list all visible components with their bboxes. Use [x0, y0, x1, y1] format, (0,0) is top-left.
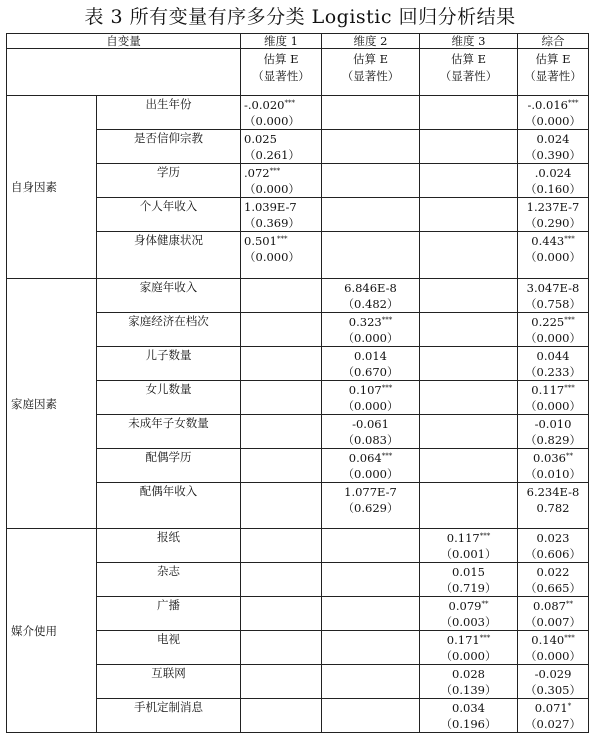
estimate-value: .0.024	[534, 166, 572, 180]
table-title: 表 3 所有变量有序多分类 Logistic 回归分析结果	[84, 6, 516, 28]
value-cell	[241, 96, 322, 130]
estimate-line	[420, 598, 517, 614]
variable-name: 电视	[97, 631, 241, 665]
value-cell	[420, 96, 518, 130]
value-cell	[420, 313, 518, 347]
variable-name: 广播	[97, 597, 241, 631]
variable-name: 报纸	[97, 529, 241, 563]
variable-name: 出生年份	[97, 96, 241, 130]
estimate-value: 6.234E-8	[526, 485, 580, 499]
value-cell	[322, 381, 420, 415]
estimate-value: 0.117	[531, 383, 565, 397]
value-cell	[241, 563, 322, 597]
variable-name: 是否信仰宗教	[97, 130, 241, 164]
value-cell	[322, 563, 420, 597]
value-cell	[518, 415, 589, 449]
estimate-line	[518, 416, 588, 432]
table-row	[7, 279, 589, 313]
p-value: （0.606）	[525, 547, 581, 561]
value-cell	[420, 483, 518, 529]
estimate-value: 0.323	[348, 315, 382, 329]
subheader-dim-3	[420, 49, 518, 96]
significance-stars: ***	[276, 235, 288, 243]
estimate-line	[244, 199, 321, 215]
estimate-value: 0.501	[244, 234, 277, 248]
p-value: （0.482）	[342, 297, 399, 311]
significance-stars: *	[567, 702, 572, 710]
value-cell	[420, 164, 518, 198]
variable-name: 家庭经济在档次	[97, 313, 241, 347]
value-cell	[241, 415, 322, 449]
p-value: （0.758）	[525, 297, 581, 311]
p-value: （0.369）	[244, 216, 300, 230]
estimate-value: 0.140	[531, 633, 565, 647]
estimate-value: 0.171	[446, 633, 480, 647]
value-cell	[322, 699, 420, 733]
header-variable: 自变量	[7, 34, 241, 49]
estimate-value: 0.117	[446, 531, 480, 545]
value-cell	[518, 164, 589, 198]
estimate-value: 1.237E-7	[526, 200, 580, 214]
estimate-line	[244, 97, 321, 113]
subheader-overall	[518, 49, 589, 96]
subheader-empty	[7, 49, 241, 96]
value-cell	[518, 313, 589, 347]
variable-name: 身体健康状况	[97, 232, 241, 279]
estimate-value: 0.087	[533, 599, 566, 613]
p-value: （0.000）	[525, 250, 581, 264]
p-value: （0.010）	[525, 467, 581, 481]
estimate-value: 0.034	[452, 701, 485, 715]
estimate-line	[518, 131, 588, 147]
value-cell	[322, 313, 420, 347]
value-cell	[322, 449, 420, 483]
value-cell	[420, 130, 518, 164]
estimate-line	[420, 666, 517, 682]
group-label: 家庭因素	[7, 279, 97, 529]
variable-name: 儿子数量	[97, 347, 241, 381]
estimate-value: 6.846E-8	[344, 281, 397, 295]
value-cell	[420, 198, 518, 232]
p-value: （0.083）	[342, 433, 399, 447]
p-value: （0.000）	[244, 250, 300, 264]
p-value: 0.782	[536, 501, 570, 515]
header-dim-1: 维度 1	[241, 34, 322, 49]
significance-stars: ***	[479, 634, 491, 642]
value-cell	[420, 529, 518, 563]
header-overall: 综合	[518, 34, 589, 49]
variable-name: 未成年子女数量	[97, 415, 241, 449]
estimate-value: 0.036	[533, 451, 566, 465]
significance-stars: ***	[564, 634, 575, 642]
significance-stars: ***	[381, 316, 393, 324]
significance-stars: ***	[381, 384, 393, 392]
estimate-value: 0.015	[452, 565, 485, 579]
p-value: （0.000）	[440, 649, 497, 663]
subheader-dim-2	[322, 49, 420, 96]
group-label: 自身因素	[7, 96, 97, 279]
estimate-line	[420, 700, 517, 716]
estimate-value: .072	[244, 166, 270, 180]
value-cell	[241, 232, 322, 279]
value-cell	[241, 198, 322, 232]
estimate-line	[518, 450, 588, 466]
value-cell	[420, 347, 518, 381]
value-cell	[518, 198, 589, 232]
p-value: （0.665）	[525, 581, 581, 595]
value-cell	[420, 415, 518, 449]
value-cell	[420, 381, 518, 415]
estimate-line	[518, 484, 588, 500]
estimate-line	[518, 165, 588, 181]
estimate-label: 估算 E	[263, 52, 299, 66]
p-value: （0.233）	[525, 365, 581, 379]
header-dim-3: 维度 3	[420, 34, 518, 49]
value-cell	[518, 381, 589, 415]
value-cell	[518, 563, 589, 597]
significance-stars: **	[565, 600, 573, 608]
value-cell	[322, 347, 420, 381]
value-cell	[518, 483, 589, 529]
estimate-value: -0.061	[352, 417, 389, 431]
estimate-value: 0.079	[448, 599, 482, 613]
estimate-line	[518, 233, 588, 249]
value-cell	[518, 232, 589, 279]
value-cell	[518, 130, 589, 164]
estimate-value: -0.010	[534, 417, 572, 431]
estimate-line	[518, 632, 588, 648]
value-cell	[420, 631, 518, 665]
subheader-row	[7, 49, 589, 96]
estimate-line	[518, 564, 588, 580]
estimate-line	[322, 450, 419, 466]
estimate-line	[518, 598, 588, 614]
estimate-value: 0.107	[348, 383, 382, 397]
value-cell	[518, 631, 589, 665]
value-cell	[322, 130, 420, 164]
value-cell	[241, 279, 322, 313]
value-cell	[241, 665, 322, 699]
significance-stars: ***	[269, 167, 281, 175]
header-dim-2: 维度 2	[322, 34, 420, 49]
p-value: （0.000）	[342, 467, 399, 481]
estimate-line	[518, 314, 588, 330]
p-value: （0.139）	[440, 683, 497, 697]
header-row	[7, 34, 589, 49]
value-cell	[518, 699, 589, 733]
p-value: （0.000）	[525, 114, 581, 128]
value-cell	[241, 699, 322, 733]
estimate-line	[322, 348, 419, 364]
estimate-value: -.0.020	[244, 98, 285, 112]
estimate-label: 估算 E	[535, 52, 571, 66]
subheader-dim-1	[241, 49, 322, 96]
estimate-line	[518, 348, 588, 364]
estimate-value: 0.044	[536, 349, 570, 363]
value-cell	[420, 563, 518, 597]
estimate-line	[420, 564, 517, 580]
estimate-value: 0.023	[536, 531, 570, 545]
value-cell	[420, 449, 518, 483]
estimate-value: 0.225	[531, 315, 565, 329]
p-value: （0.007）	[525, 615, 581, 629]
p-value: （0.000）	[525, 399, 581, 413]
p-value: （0.000）	[342, 331, 399, 345]
value-cell	[322, 164, 420, 198]
value-cell	[420, 279, 518, 313]
significance-stars: **	[481, 600, 489, 608]
significance-stars: ***	[564, 384, 575, 392]
p-value: （0.719）	[440, 581, 497, 595]
estimate-value: 0.071	[534, 701, 568, 715]
estimate-line	[244, 233, 321, 249]
significance-stars: ***	[564, 235, 575, 243]
variable-name: 女儿数量	[97, 381, 241, 415]
value-cell	[241, 597, 322, 631]
estimate-value: 0.028	[452, 667, 485, 681]
value-cell	[241, 483, 322, 529]
estimate-line	[322, 484, 419, 500]
variable-name: 杂志	[97, 563, 241, 597]
estimate-value: -.0.016	[527, 98, 568, 112]
significance-label: （显著性）	[341, 69, 400, 83]
variable-name: 配偶学历	[97, 449, 241, 483]
value-cell	[322, 483, 420, 529]
p-value: （0.001）	[440, 547, 497, 561]
value-cell	[241, 529, 322, 563]
value-cell	[518, 347, 589, 381]
value-cell	[322, 415, 420, 449]
value-cell	[322, 665, 420, 699]
estimate-value: 1.077E-7	[344, 485, 397, 499]
table-body	[7, 34, 589, 733]
estimate-value: 3.047E-8	[526, 281, 580, 295]
estimate-label: 估算 E	[450, 52, 487, 66]
estimate-value: 1.039E-7	[244, 200, 297, 214]
value-cell	[241, 631, 322, 665]
value-cell	[518, 529, 589, 563]
table-row	[7, 96, 589, 130]
p-value: （0.000）	[244, 182, 300, 196]
significance-stars: ***	[479, 532, 491, 540]
significance-stars: ***	[381, 452, 393, 460]
estimate-value: 0.014	[354, 349, 387, 363]
value-cell	[518, 597, 589, 631]
p-value: （0.305）	[525, 683, 581, 697]
estimate-line	[518, 280, 588, 296]
value-cell	[241, 313, 322, 347]
significance-label: （显著性）	[252, 69, 310, 83]
estimate-line	[322, 280, 419, 296]
estimate-value: -0.029	[534, 667, 572, 681]
p-value: （0.000）	[525, 331, 581, 345]
regression-results-table	[6, 33, 589, 733]
p-value: （0.000）	[244, 114, 300, 128]
p-value: （0.160）	[525, 182, 581, 196]
significance-label: （显著性）	[439, 69, 498, 83]
estimate-value: 0.064	[348, 451, 382, 465]
p-value: （0.829）	[525, 433, 581, 447]
p-value: （0.000）	[525, 649, 581, 663]
estimate-line	[244, 165, 321, 181]
estimate-value: 0.443	[531, 234, 565, 248]
value-cell	[241, 347, 322, 381]
significance-stars: ***	[284, 99, 295, 107]
table-row	[7, 529, 589, 563]
estimate-line	[518, 382, 588, 398]
estimate-line	[420, 530, 517, 546]
estimate-line	[420, 632, 517, 648]
significance-stars: ***	[567, 99, 579, 107]
estimate-line	[518, 97, 588, 113]
estimate-line	[322, 314, 419, 330]
estimate-value: 0.024	[536, 132, 570, 146]
significance-label: （显著性）	[524, 69, 582, 83]
p-value: （0.000）	[342, 399, 399, 413]
value-cell	[518, 449, 589, 483]
estimate-line	[322, 382, 419, 398]
value-cell	[420, 232, 518, 279]
value-cell	[518, 279, 589, 313]
p-value: （0.390）	[525, 148, 581, 162]
significance-stars: ***	[564, 316, 575, 324]
value-cell	[322, 198, 420, 232]
estimate-value: 0.022	[536, 565, 570, 579]
estimate-line	[244, 131, 321, 147]
value-cell	[322, 96, 420, 130]
variable-name: 配偶年收入	[97, 483, 241, 529]
p-value: （0.629）	[342, 501, 399, 515]
value-cell	[241, 164, 322, 198]
p-value: （0.003）	[440, 615, 497, 629]
p-value: （0.027）	[525, 717, 581, 731]
estimate-line	[518, 530, 588, 546]
p-value: （0.196）	[440, 717, 497, 731]
variable-name: 互联网	[97, 665, 241, 699]
value-cell	[322, 232, 420, 279]
estimate-value: 0.025	[244, 132, 277, 146]
p-value: （0.261）	[244, 148, 300, 162]
value-cell	[322, 597, 420, 631]
value-cell	[518, 665, 589, 699]
variable-name: 手机定制消息	[97, 699, 241, 733]
estimate-line	[518, 199, 588, 215]
value-cell	[241, 130, 322, 164]
p-value: （0.290）	[525, 216, 581, 230]
variable-name: 个人年收入	[97, 198, 241, 232]
estimate-line	[518, 666, 588, 682]
value-cell	[241, 449, 322, 483]
value-cell	[322, 529, 420, 563]
group-label: 媒介使用	[7, 529, 97, 733]
variable-name: 学历	[97, 164, 241, 198]
p-value: （0.670）	[342, 365, 399, 379]
value-cell	[322, 631, 420, 665]
estimate-line	[322, 416, 419, 432]
significance-stars: **	[565, 452, 573, 460]
estimate-label: 估算 E	[352, 52, 389, 66]
value-cell	[420, 665, 518, 699]
value-cell	[241, 381, 322, 415]
value-cell	[322, 279, 420, 313]
variable-name: 家庭年收入	[97, 279, 241, 313]
value-cell	[518, 96, 589, 130]
value-cell	[420, 597, 518, 631]
estimate-line	[518, 700, 588, 716]
value-cell	[420, 699, 518, 733]
